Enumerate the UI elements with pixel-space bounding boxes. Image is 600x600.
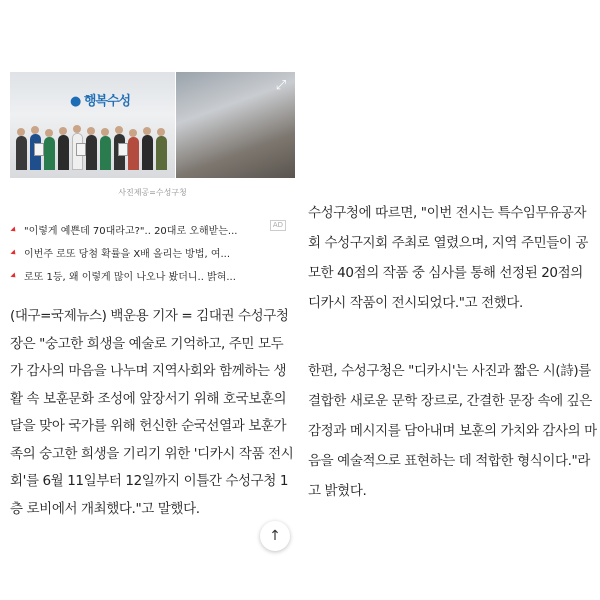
article-paragraph: (대구=국제뉴스) 백운용 기자 = 김대권 수성구청장은 "숭고한 희생을 예술로 기억하고, 주민 모두가 감사의 마음을 나누며 지역사회와 함께하는 생활 속 보훈문화 조성에 앞장서기 위해 호국보훈의 달을 맞아 국가를 위해 헌신한 순국선열과 보훈가족의 숭고한 희생을 기리기 위한 '디카시 작품 전시회'를 6월 11일부터 12일까지 이틀간 수성구청 1층 로비에서 개최했다."고 말했다. bbox=[10, 308, 294, 517]
article-paragraph: 수성구청에 따르면, "이번 전시는 특수임무유공자회 수성구지회 주최로 열렸으며, 지역 주민들이 공모한 40점의 작품 중 심사를 통해 선정된 20점의 디카시 작품이 전시되었다."고 전했다. bbox=[308, 205, 589, 311]
scroll-top-button[interactable] bbox=[260, 521, 290, 551]
ad-link-text: 이번주 로또 당첨 확률을 X배 올리는 방법, 여... bbox=[24, 249, 231, 260]
ad-list bbox=[10, 218, 290, 287]
expand-icon[interactable]: ⤢ bbox=[275, 78, 287, 93]
ad-link[interactable] bbox=[10, 218, 290, 241]
ad-link-text: "이렇게 예쁜데 70대라고?".. 20대로 오해받는... bbox=[24, 226, 238, 237]
ad-link[interactable] bbox=[10, 241, 290, 264]
right-column bbox=[300, 0, 600, 600]
arrow-icon bbox=[10, 272, 17, 279]
article-photo[interactable] bbox=[10, 72, 295, 178]
article-paragraph: 한편, 수성구청은 "디카시'는 사진과 짧은 시(詩)를 결합한 새로운 문학 장르로, 간결한 문장 속에 깊은 감정과 메시지를 담아내며 보훈의 가치와 감사의 마음을 예술적으로 표현하는 데 적합한 형식이다."라고 밝혔다. bbox=[308, 363, 597, 499]
people-group bbox=[14, 122, 164, 170]
photo-exhibition-hall bbox=[176, 72, 295, 178]
ad-link[interactable] bbox=[10, 264, 290, 287]
arrow-icon bbox=[10, 226, 17, 233]
sign-text: 행복수성 bbox=[83, 94, 131, 109]
arrow-up-icon: ↑ bbox=[269, 528, 281, 544]
banner-sign: ● 행복수성 bbox=[70, 94, 131, 109]
arrow-icon bbox=[10, 249, 17, 256]
photo-caption: 사진제공=수성구청 bbox=[118, 188, 187, 197]
ad-badge[interactable]: AD bbox=[270, 220, 286, 231]
ad-link-text: 로또 1등, 왜 이렇게 많이 나오나 봤더니.. 밝혀... bbox=[24, 272, 236, 283]
photo-group-ceremony bbox=[10, 72, 175, 178]
